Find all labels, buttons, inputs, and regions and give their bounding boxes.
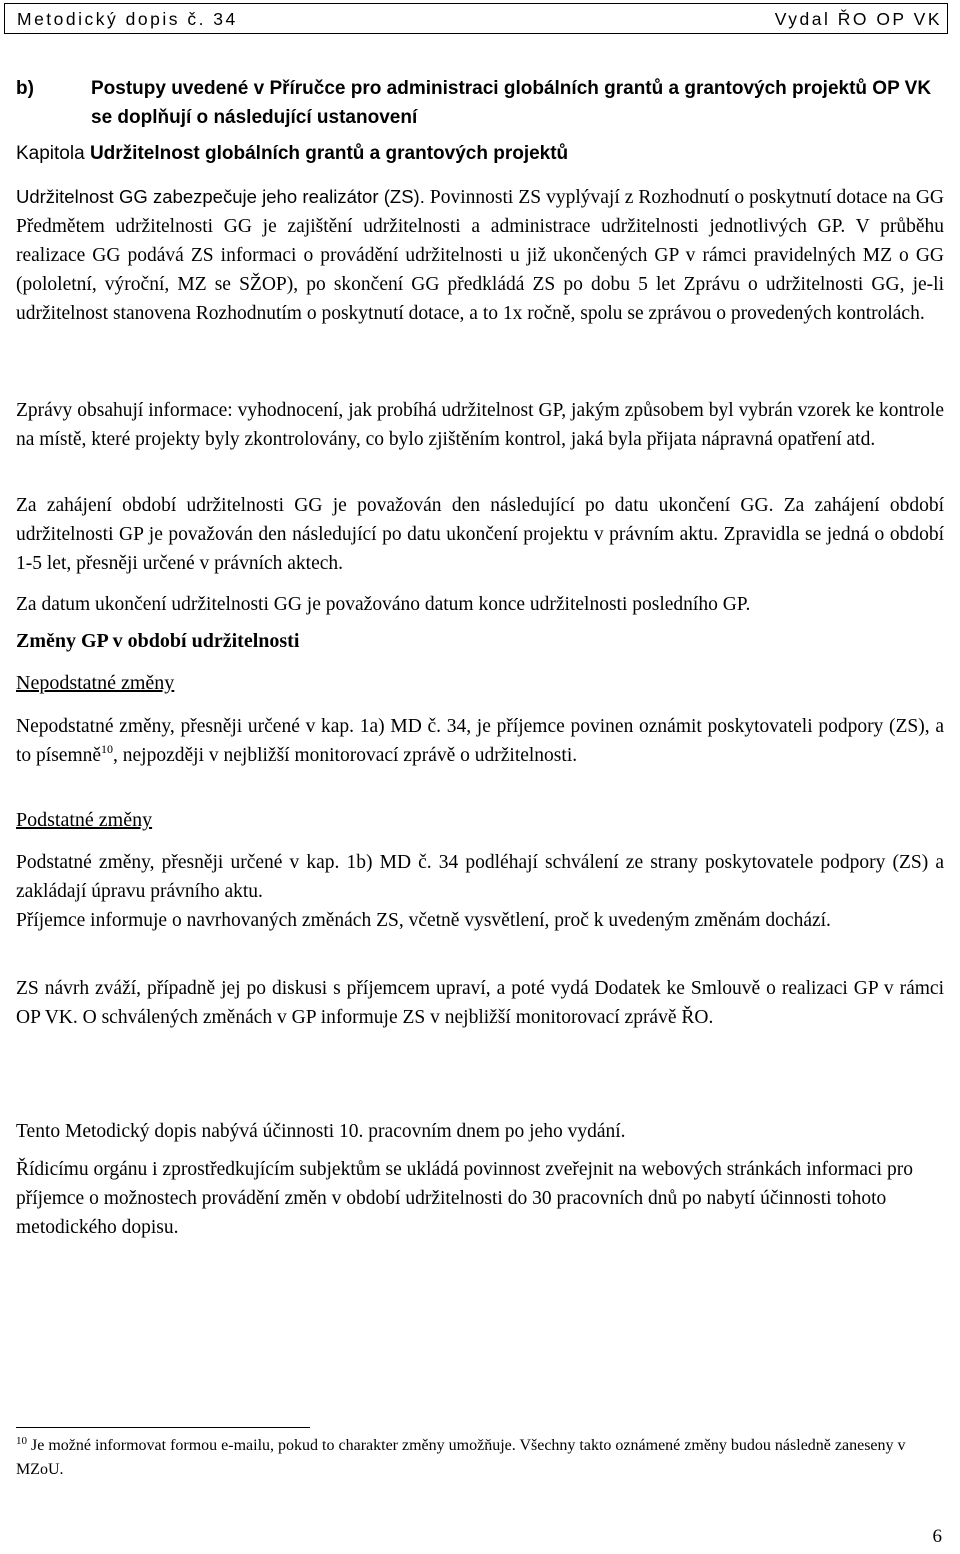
page-number: 6 bbox=[932, 1526, 942, 1547]
paragraph-period-start: Za zahájení období udržitelnosti GG je považován den následující po datu ukončení GG. Za zahájení období udržitelnosti GP je považován den následující po datu ukončení projektu v právním aktu. Zpravidla se jedná o období 1-5 let, přesněji určené v právních aktech. bbox=[16, 495, 944, 574]
paragraph-major-changes-1: Podstatné změny, přesněji určené v kap. 1b) MD č. 34 podléhají schválení ze strany poskytovatele podpory (ZS) a zakládají úpravu právního aktu. bbox=[16, 852, 944, 902]
chapter-heading bbox=[16, 143, 568, 165]
chapter-name: Udržitelnost globálních grantů a grantových projektů bbox=[89, 143, 569, 164]
changes-heading: Změny GP v období udržitelnosti bbox=[16, 630, 300, 652]
chapter-prefix: Kapitola bbox=[16, 143, 90, 164]
paragraph-minor-changes bbox=[16, 712, 944, 770]
header-issuer: Vydal ŘO OP VK bbox=[774, 9, 942, 29]
page-header bbox=[4, 3, 948, 34]
section-title: Postupy uvedené v Příručce pro administraci globálních grantů a grantových projektů OP VK se doplňují o následující ustanovení bbox=[91, 78, 932, 128]
footnote-text: Je možné informovat formou e-mailu, pokud to charakter změny umožňuje. Všechny takto oznámené změny budou následně zaneseny v MZoU. bbox=[16, 1437, 906, 1478]
section-b-heading bbox=[16, 74, 946, 132]
paragraph-period-end: Za datum ukončení udržitelnosti GG je považováno datum konce udržitelnosti posledního GP. bbox=[16, 594, 751, 615]
minor-changes-text-b: , nejpozději v nejbližší monitorovací zprávě o udržitelnosti. bbox=[113, 745, 578, 766]
minor-changes-text-a: Nepodstatné změny, přesněji určené v kap. 1a) MD č. 34, je příjemce povinen oznámit poskytovateli podpory (ZS), a to písemně bbox=[16, 716, 944, 766]
footnote-number: 10 bbox=[16, 1435, 27, 1447]
paragraph-major-changes-3: ZS návrh zváží, případně jej po diskusi s příjemcem upraví, a poté vydá Dodatek ke Smlouvě o realizaci GP v rámci OP VK. O schválených změnách v GP informuje ZS v nejbližší monitorovací zprávě ŘO. bbox=[16, 978, 944, 1028]
paragraph-sustainability-body: Povinnosti ZS vyplývají z Rozhodnutí o poskytnutí dotace na GG Předmětem udržitelnosti GG je zajištění udržitelnosti a administrace udržitelnosti jednotlivých GP. V průběhu realizace GG podává ZS informaci o provádění udržitelnosti u již ukončených GP v rámci pravidelných MZ o GG (pololetní, výroční, MZ se SŽOP), po skončení GG předkládá ZS po dobu 5 let Zprávu o udržitelnosti GG, je-li udržitelnost stanovena Rozhodnutím o poskytnutí dotace, a to 1x ročně, spolu se zprávou o provedených kontrolách. bbox=[16, 187, 944, 324]
paragraph-sustainability bbox=[16, 182, 944, 328]
paragraph-effective-date: Tento Metodický dopis nabývá účinnosti 10. pracovním dnem po jeho vydání. bbox=[16, 1121, 626, 1142]
footnote bbox=[16, 1434, 946, 1482]
paragraph-publication-obligation: Řídicímu orgánu i zprostředkujícím subjektům se ukládá povinnost zveřejnit na webových stránkách informaci pro příjemce o možnostech provádění změn v období udržitelnosti do 30 pracovních dnů po nabytí účinnosti tohoto metodického dopisu. bbox=[16, 1159, 913, 1238]
paragraph-reports: Zprávy obsahují informace: vyhodnocení, jak probíhá udržitelnost GP, jakým způsobem byl vybrán vzorek ke kontrole na místě, které projekty byly zkontrolovány, co bylo zjištěním kontrol, jaká byla přijata nápravná opatření atd. bbox=[16, 400, 944, 450]
paragraph-sustainability-lead: Udržitelnost GG zabezpečuje jeho realizátor (ZS). bbox=[16, 186, 425, 207]
footnote-reference: 10 bbox=[101, 742, 114, 756]
paragraph-major-changes-2: Příjemce informuje o navrhovaných změnách ZS, včetně vysvětlení, proč k uvedeným změnám dochází. bbox=[16, 910, 831, 931]
footnote-separator bbox=[16, 1427, 310, 1428]
major-changes-heading: Podstatné změny bbox=[16, 809, 153, 831]
section-letter: b) bbox=[16, 78, 34, 99]
header-document-title: Metodický dopis č. 34 bbox=[17, 9, 238, 29]
minor-changes-heading: Nepodstatné změny bbox=[16, 672, 175, 694]
